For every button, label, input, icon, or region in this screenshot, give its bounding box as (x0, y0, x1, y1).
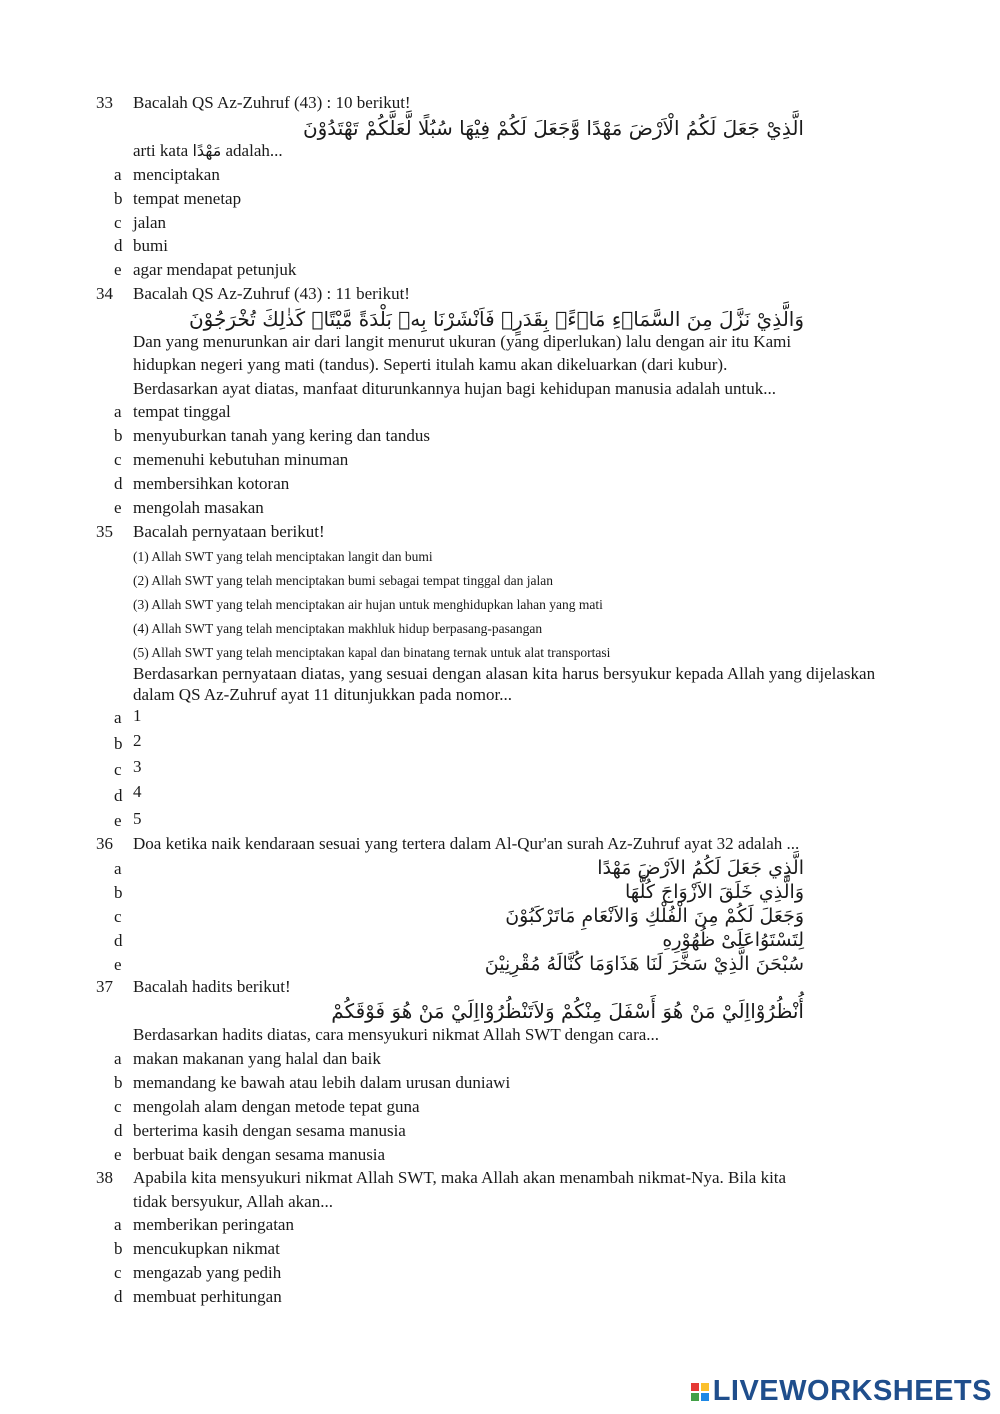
logo-block (701, 1383, 709, 1391)
answer-option-c[interactable]: jalan (133, 213, 167, 232)
logo-block (691, 1393, 699, 1401)
liveworksheets-logo (691, 1375, 992, 1408)
answer-option-d[interactable]: لِتَسْتَوُاعَلَىْ ظُهُوْرِهِ (662, 929, 804, 951)
answer-option-a[interactable]: 1 (133, 706, 142, 725)
option-letter: a (114, 1049, 122, 1068)
answer-option-c[interactable]: 3 (133, 757, 142, 776)
arabic-verse: وَالَّذِيْ نَزَّلَ مِنَ السَّمَاۤءِ مَاۤءًۢ بِقَدَرٍۚ فَاَنْشَرْنَا بِهٖ بَلْدَةً مَّيْتًاۚ كَذٰلِكَ تُخْرَجُوْنَ (188, 307, 804, 331)
answer-option-d[interactable]: berterima kasih dengan sesama manusia (133, 1121, 406, 1140)
statement-1: (1) Allah SWT yang telah menciptakan langit dan bumi (133, 549, 433, 564)
option-letter: b (114, 734, 123, 753)
option-letter: a (114, 708, 122, 727)
option-letter: e (114, 1145, 122, 1164)
question-text-post: adalah... (225, 141, 283, 160)
answer-option-b[interactable]: memandang ke bawah atau lebih dalam urusan duniawi (133, 1073, 511, 1092)
question-number: 35 (96, 522, 113, 541)
translation-line: hidupkan negeri yang mati (tandus). Seperti itulah kamu akan dikeluarkan (dari kubur). (133, 355, 728, 374)
question-text (133, 140, 283, 162)
option-letter: a (114, 1215, 122, 1234)
answer-option-a[interactable]: tempat tinggal (133, 402, 231, 421)
question-text: dalam QS Az-Zuhruf ayat 11 ditunjukkan pada nomor... (133, 685, 512, 704)
answer-option-e[interactable]: 5 (133, 809, 142, 828)
answer-option-b[interactable]: menyuburkan tanah yang kering dan tandus (133, 426, 430, 445)
option-letter: d (114, 931, 123, 950)
option-letter: b (114, 1239, 123, 1258)
option-letter: e (114, 955, 122, 974)
logo-text: LIVEWORKSHEETS (712, 1375, 992, 1407)
option-letter: c (114, 1263, 122, 1282)
option-letter: e (114, 811, 122, 830)
statement-3: (3) Allah SWT yang telah menciptakan air hujan untuk menghidupkan lahan yang mati (133, 597, 603, 612)
question-prompt: Bacalah hadits berikut! (133, 977, 291, 996)
option-letter: d (114, 236, 123, 255)
answer-option-a[interactable]: menciptakan (133, 165, 220, 184)
answer-option-a[interactable]: memberikan peringatan (133, 1215, 294, 1234)
option-letter: d (114, 474, 123, 493)
answer-option-d[interactable]: bumi (133, 236, 168, 255)
answer-option-a[interactable]: makan makanan yang halal dan baik (133, 1049, 381, 1068)
statement-5: (5) Allah SWT yang telah menciptakan kapal dan binatang ternak untuk alat transportasi (133, 645, 611, 660)
question-number: 33 (96, 93, 113, 112)
question-number: 36 (96, 834, 113, 853)
question-prompt: tidak bersyukur, Allah akan... (133, 1192, 333, 1211)
logo-block (701, 1393, 709, 1401)
option-letter: b (114, 1073, 123, 1092)
question-prompt: Doa ketika naik kendaraan sesuai yang tertera dalam Al-Qur'an surah Az-Zuhruf ayat 32 adalah ... (133, 834, 800, 853)
option-letter: e (114, 498, 122, 517)
answer-option-d[interactable]: membersihkan kotoran (133, 474, 290, 493)
hadith-text: أُنْظُرُوْااِلَيْ مَنْ هُوَ أَسْفَلَ مِنْكُمْ وَلاَتَنْظُرُوْااِلَيْ مَنْ هُوَ فَوْقَكُمْ (331, 999, 804, 1023)
option-letter: b (114, 883, 123, 902)
answer-option-a[interactable]: الَّذِي جَعَلَ لَكُمُ الاَرْضَ مَهْدًا (597, 857, 804, 879)
question-number: 37 (96, 977, 113, 996)
logo-blocks-icon (691, 1383, 709, 1401)
question-number: 34 (96, 284, 113, 303)
question-prompt: Bacalah pernyataan berikut! (133, 522, 325, 541)
answer-option-e[interactable]: agar mendapat petunjuk (133, 260, 297, 279)
logo-block (691, 1383, 699, 1391)
answer-option-d[interactable]: membuat perhitungan (133, 1287, 282, 1306)
option-letter: d (114, 1287, 123, 1306)
statement-2: (2) Allah SWT yang telah menciptakan bumi sebagai tempat tinggal dan jalan (133, 573, 554, 588)
question-prompt: Bacalah QS Az-Zuhruf (43) : 11 berikut! (133, 284, 410, 303)
answer-option-e[interactable]: mengolah masakan (133, 498, 264, 517)
answer-option-c[interactable]: mengolah alam dengan metode tepat guna (133, 1097, 420, 1116)
question-text: Berdasarkan ayat diatas, manfaat diturunkannya hujan bagi kehidupan manusia adalah untuk... (133, 379, 776, 398)
question-prompt: Bacalah QS Az-Zuhruf (43) : 10 berikut! (133, 93, 411, 112)
option-letter: c (114, 450, 122, 469)
question-text: Berdasarkan pernyataan diatas, yang sesuai dengan alasan kita harus bersyukur kepada Allah yang dijelaskan (133, 664, 876, 683)
answer-option-d[interactable]: 4 (133, 782, 142, 801)
question-text-pre: arti kata (133, 141, 189, 160)
answer-option-b[interactable]: 2 (133, 731, 142, 750)
option-letter: b (114, 426, 123, 445)
option-letter: c (114, 760, 122, 779)
question-prompt: Apabila kita mensyukuri nikmat Allah SWT, maka Allah akan menambah nikmat-Nya. Bila kita (133, 1168, 787, 1187)
answer-option-b[interactable]: mencukupkan nikmat (133, 1239, 280, 1258)
option-letter: e (114, 260, 122, 279)
option-letter: a (114, 165, 122, 184)
option-letter: d (114, 1121, 123, 1140)
option-letter: b (114, 189, 123, 208)
translation-line: Dan yang menurunkan air dari langit menurut ukuran (yang diperlukan) lalu dengan air itu Kami (133, 332, 792, 351)
answer-option-e[interactable]: berbuat baik dengan sesama manusia (133, 1145, 386, 1164)
answer-option-b[interactable]: وَالَّذِي خَلَقَ الاَزْوَاجَ كُلَّهَا (625, 881, 804, 903)
answer-option-c[interactable]: memenuhi kebutuhan minuman (133, 450, 349, 469)
answer-option-e[interactable]: سُبْحَنَ الَّذِيْ سَخَّرَ لَنَا هَذَاوَمَا كُنَّالَهُ مُقْرِنِيْنَ (484, 953, 804, 975)
option-letter: c (114, 1097, 122, 1116)
question-number: 38 (96, 1168, 113, 1187)
statement-4: (4) Allah SWT yang telah menciptakan makhluk hidup berpasang-pasangan (133, 621, 543, 636)
answer-option-c[interactable]: mengazab yang pedih (133, 1263, 282, 1282)
answer-option-b[interactable]: tempat menetap (133, 189, 242, 208)
answer-option-c[interactable]: وَجَعَلَ لَكُمْ مِنَ الْفُلْكِ وَالاَنْعَامِ مَاتَرْكَبُوْنَ (505, 905, 804, 927)
question-arabic-word: مَهْدًا (192, 141, 222, 160)
option-letter: d (114, 786, 123, 805)
option-letter: a (114, 402, 122, 421)
option-letter: c (114, 907, 122, 926)
question-text: Berdasarkan hadits diatas, cara mensyukuri nikmat Allah SWT dengan cara... (133, 1025, 660, 1044)
arabic-verse: الَّذِيْ جَعَلَ لَكُمُ الْاَرْضَ مَهْدًا وَّجَعَلَ لَكُمْ فِيْهَا سُبُلًا لَّعَلَّكُمْ تَهْتَدُوْنَ (302, 116, 804, 140)
option-letter: c (114, 213, 122, 232)
option-letter: a (114, 859, 122, 878)
